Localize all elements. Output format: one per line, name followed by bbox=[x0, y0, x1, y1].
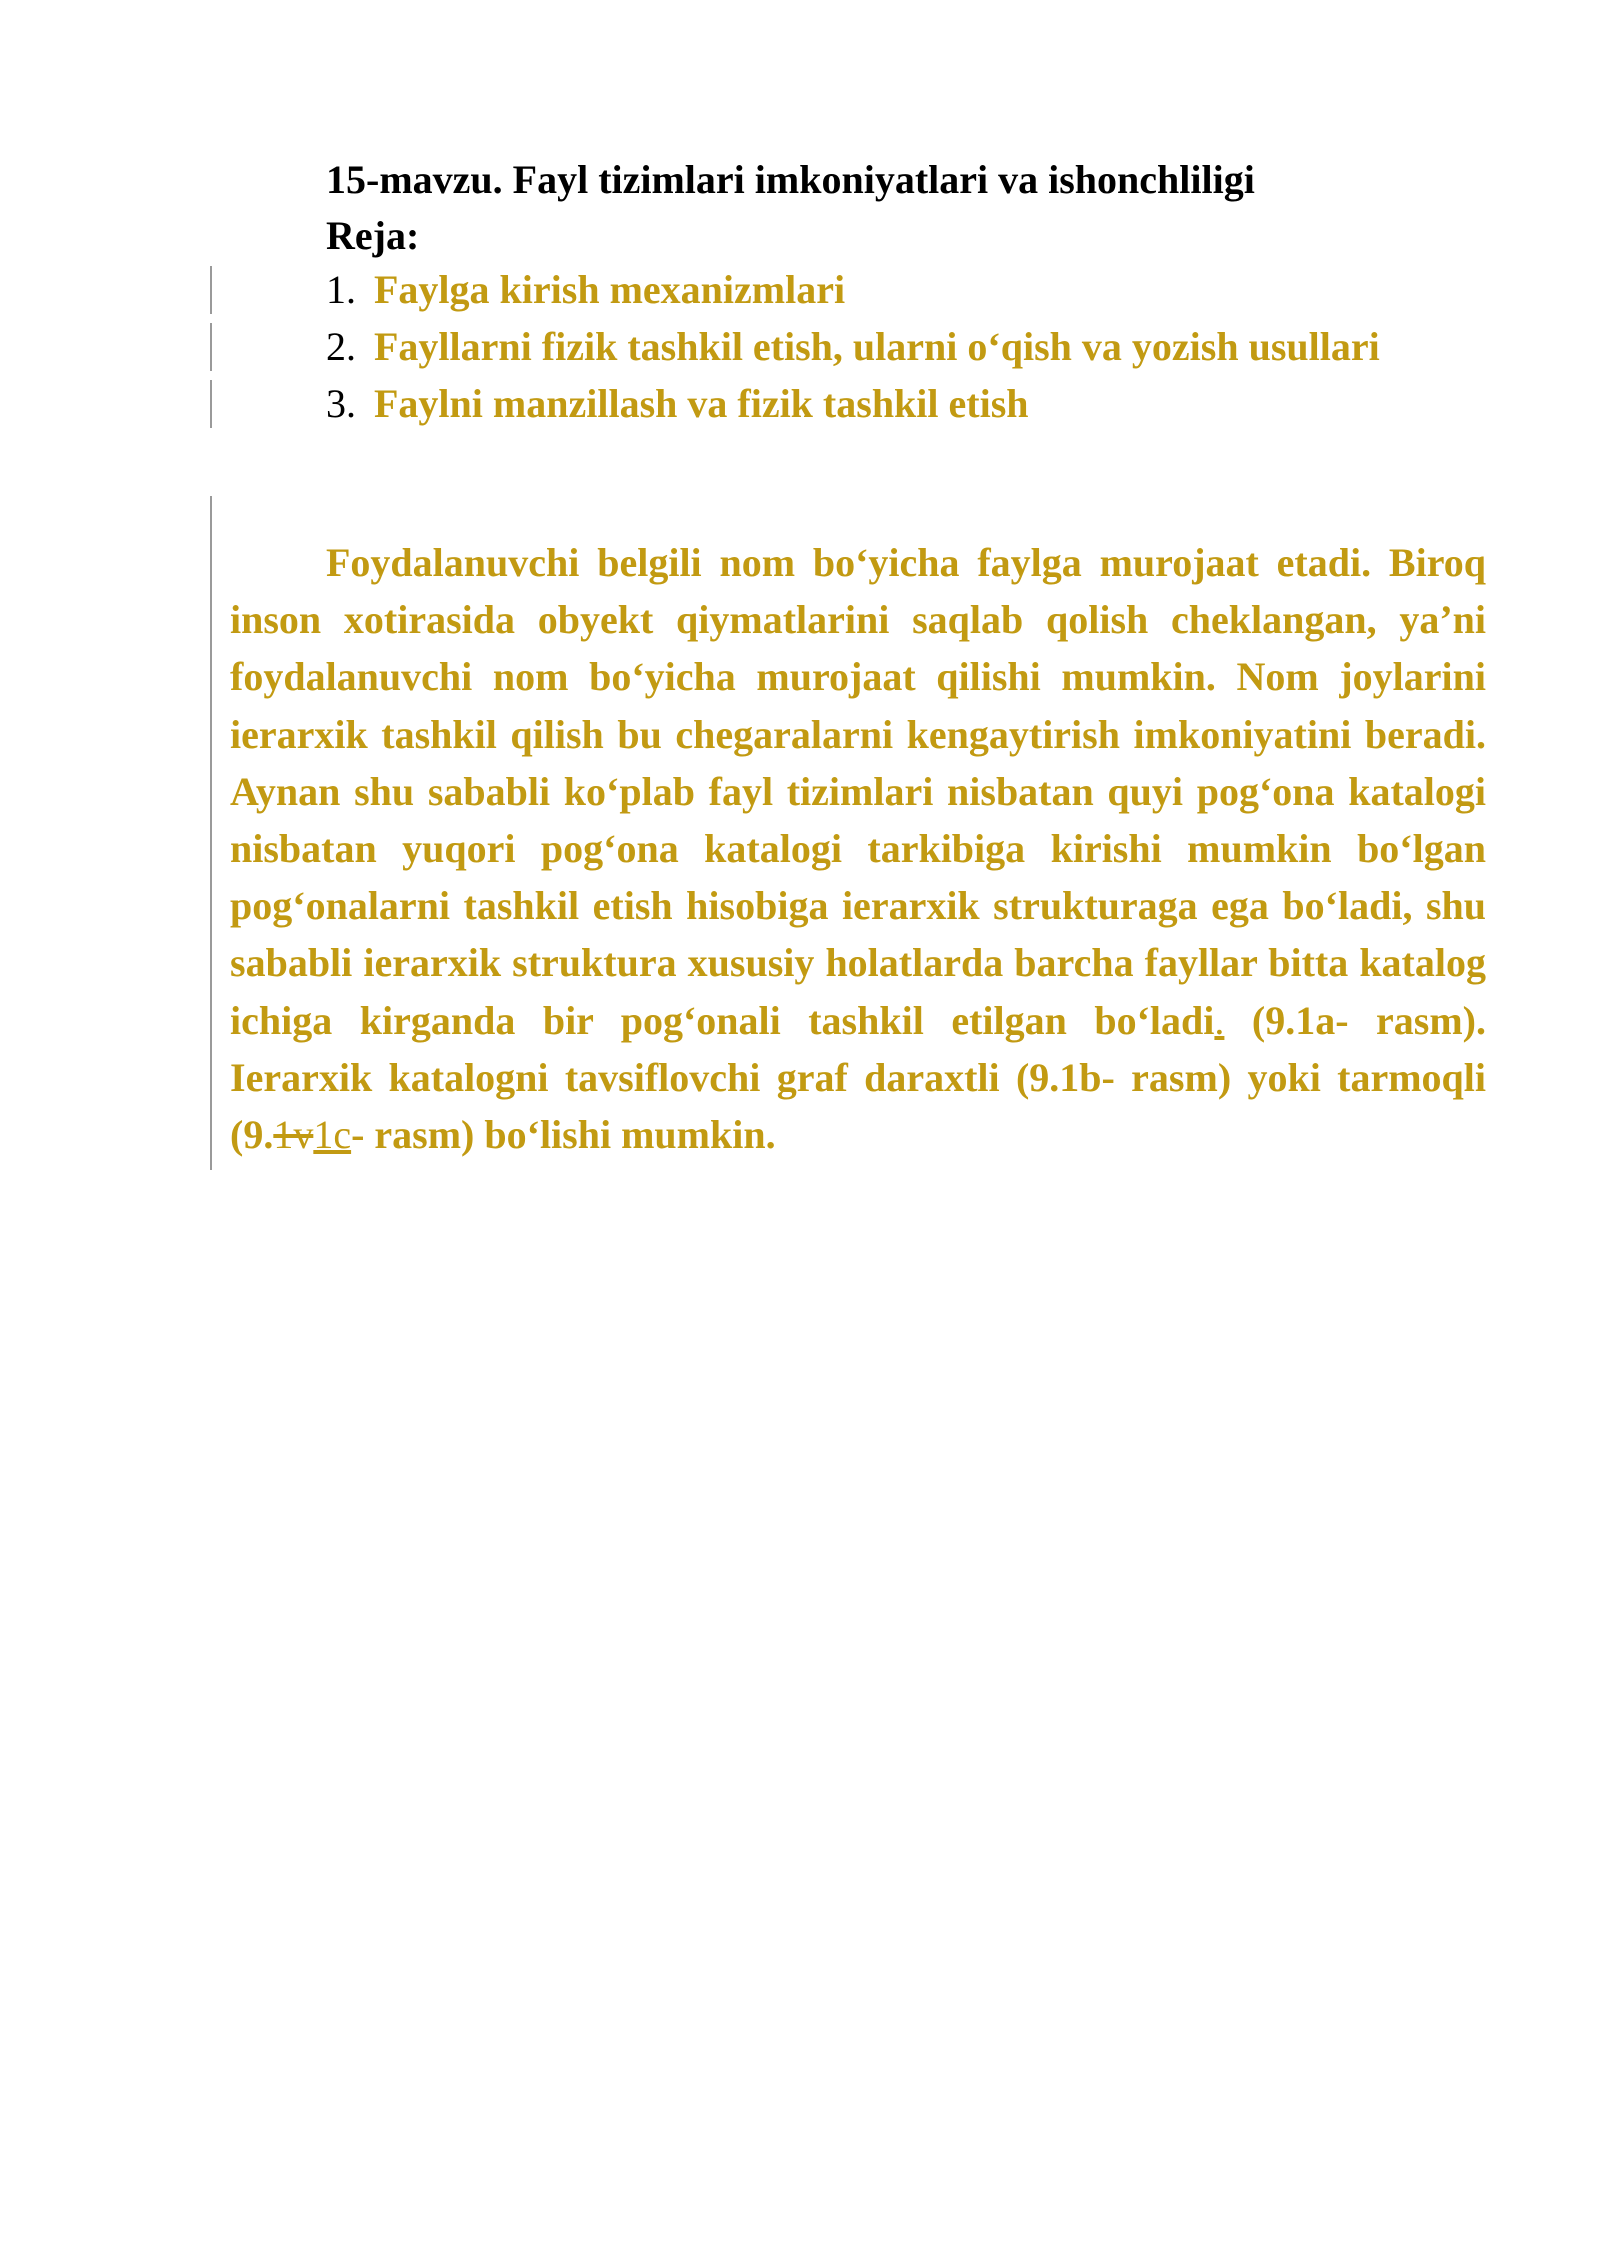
plan-item-3 bbox=[326, 378, 1029, 430]
plan-item-2 bbox=[326, 321, 1380, 373]
change-bar-item-2 bbox=[210, 323, 212, 371]
body-paragraph bbox=[230, 534, 1486, 1163]
plan-item-text: Fayllarni fizik tashkil etish, ularni o‘qish va yozish usullari bbox=[374, 324, 1380, 369]
paragraph-text-part1: Foydalanuvchi belgili nom bo‘yicha faylga murojaat etadi. Biroq inson xotirasida obyekt qiymatlarini saqlab qolish cheklangan, ya’ni foydalanuvchi nom bo‘yicha murojaat qilishi mumkin. Nom joylarini ierarxik tashkil qilish bu chegaralarni kengaytirish imkoniyatini beradi. Aynan shu sababli ko‘plab fayl tizimlari nisbatan quyi pog‘ona katalogi nisbatan yuqori pog‘ona katalogi tarkibiga kirishi mumkin bo‘lgan pog‘onalarni tashkil etish hisobiga ierarxik strukturaga ega bo‘ladi, shu sababli ierarxik struktura xususiy holatlarda barcha fayllar bitta katalog ichiga kirganda bir pog‘onali tashkil etilgan bo‘ladi bbox=[230, 540, 1486, 1043]
plan-item-number: 1. bbox=[326, 267, 356, 312]
plan-item-number: 3. bbox=[326, 381, 356, 426]
plan-item-text: Faylga kirish mexanizmlari bbox=[374, 267, 846, 312]
paragraph-text-part3: - rasm) bo‘lishi mumkin. bbox=[351, 1112, 776, 1158]
plan-item-text: Faylni manzillash va fizik tashkil etish bbox=[374, 381, 1029, 426]
plan-item-number: 2. bbox=[326, 324, 356, 369]
change-bar-item-3 bbox=[210, 380, 212, 428]
paragraph-text-part2: (9.1a- rasm). Ierarxik katalogni tavsiflovchi graf daraxtli (9.1b- rasm) yoki tarmoqli (9. bbox=[230, 997, 1486, 1158]
deleted-text: 1v bbox=[273, 1112, 314, 1158]
document-title: 15-mavzu. Fayl tizimlari imkoniyatlari va ishonchliligi bbox=[326, 157, 1255, 202]
inserted-period: . bbox=[1214, 997, 1225, 1043]
plan-heading: Reja: bbox=[326, 213, 420, 258]
change-bar-paragraph bbox=[210, 496, 212, 1170]
change-bar-item-1 bbox=[210, 266, 212, 314]
plan-item-1 bbox=[326, 264, 845, 316]
inserted-text: 1c bbox=[313, 1112, 352, 1158]
